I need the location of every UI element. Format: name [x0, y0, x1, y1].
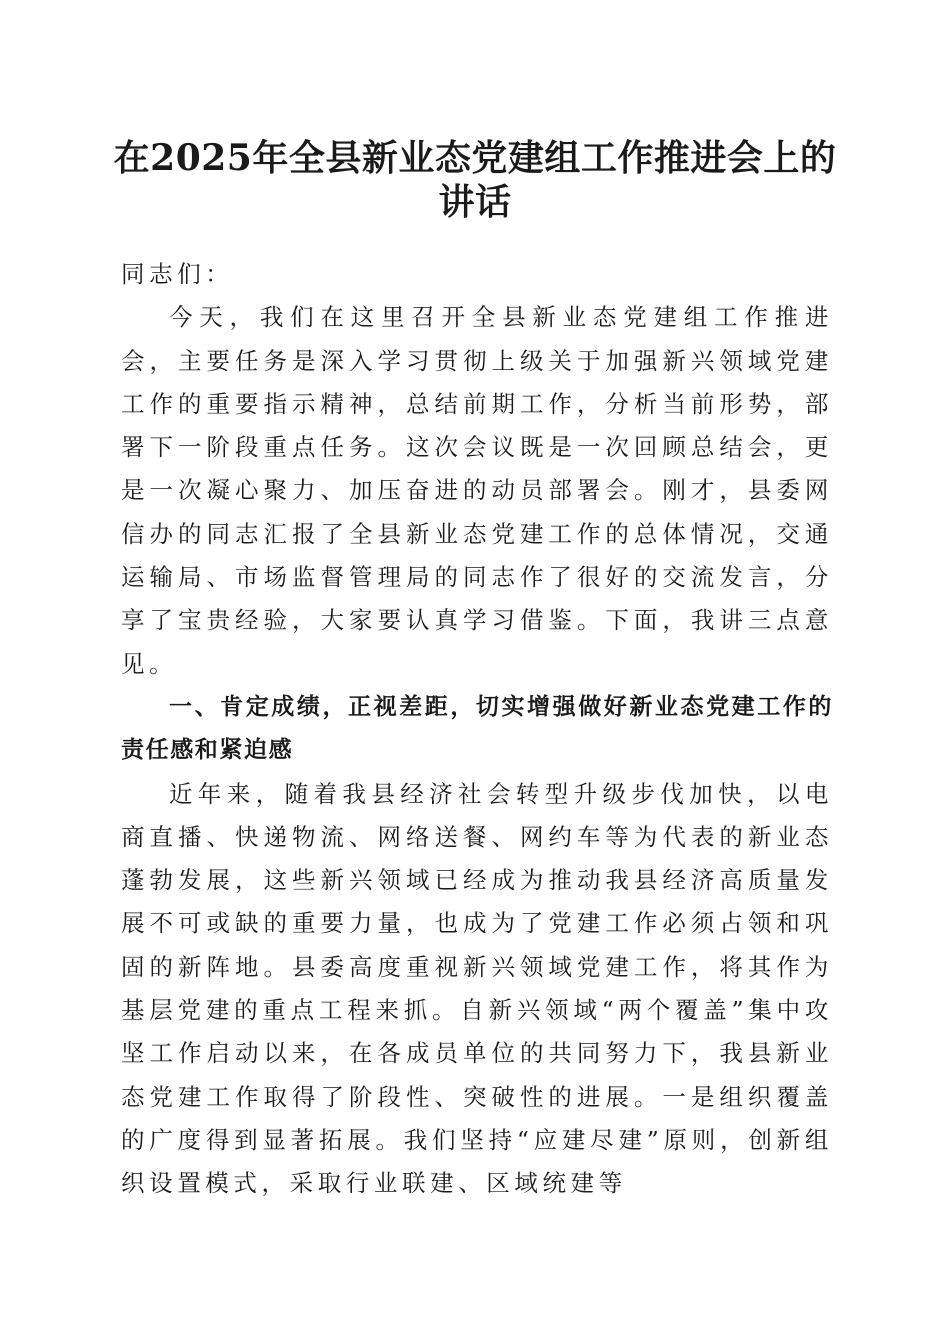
paragraph-opening: 今天，我们在这里召开全县新业态党建组工作推进会，主要任务是深入学习贯彻上级关于加强新兴领域党建工作的重要指示精神，总结前期工作，分析当前形势，部署下一阶段重点任务。这次会议既是一次回顾总结会，更是一次凝心聚力、加压奋进的动员部署会。刚才，县委网信办的同志汇报了全县新业态党建工作的总体情况，交通运输局、市场监督管理局的同志作了很好的交流发言，分享了宝贵经验，大家要认真学习借鉴。下面，我讲三点意见。 [121, 303, 833, 678]
document-body [121, 253, 833, 1206]
section-heading-1: 一、肯定成绩，正视差距，切实增强做好新业态党建工作的责任感和紧迫感 [121, 693, 833, 764]
paragraph-section-1: 近年来，随着我县经济社会转型升级步伐加快，以电商直播、快递物流、网络送餐、网约车等为代表的新业态蓬勃发展，这些新兴领域已经成为推动我县经济高质量发展不可或缺的重要力量，也成为了党建工作必须占领和巩固的新阵地。县委高度重视新兴领域党建工作，将其作为基层党建的重点工程来抓。自新兴领域“两个覆盖”集中攻坚工作启动以来，在各成员单位的共同努力下，我县新业态党建工作取得了阶段性、突破性的进展。一是组织覆盖的广度得到显著拓展。我们坚持“应建尽建”原则，创新组织设置模式，采取行业联建、区域统建等 [121, 779, 833, 1198]
document-title [100, 136, 850, 224]
title-line-2: 讲话 [438, 181, 512, 223]
salutation: 同志们： [121, 260, 234, 288]
title-line-1: 在2025年全县新业态党建组工作推进会上的 [113, 137, 837, 179]
